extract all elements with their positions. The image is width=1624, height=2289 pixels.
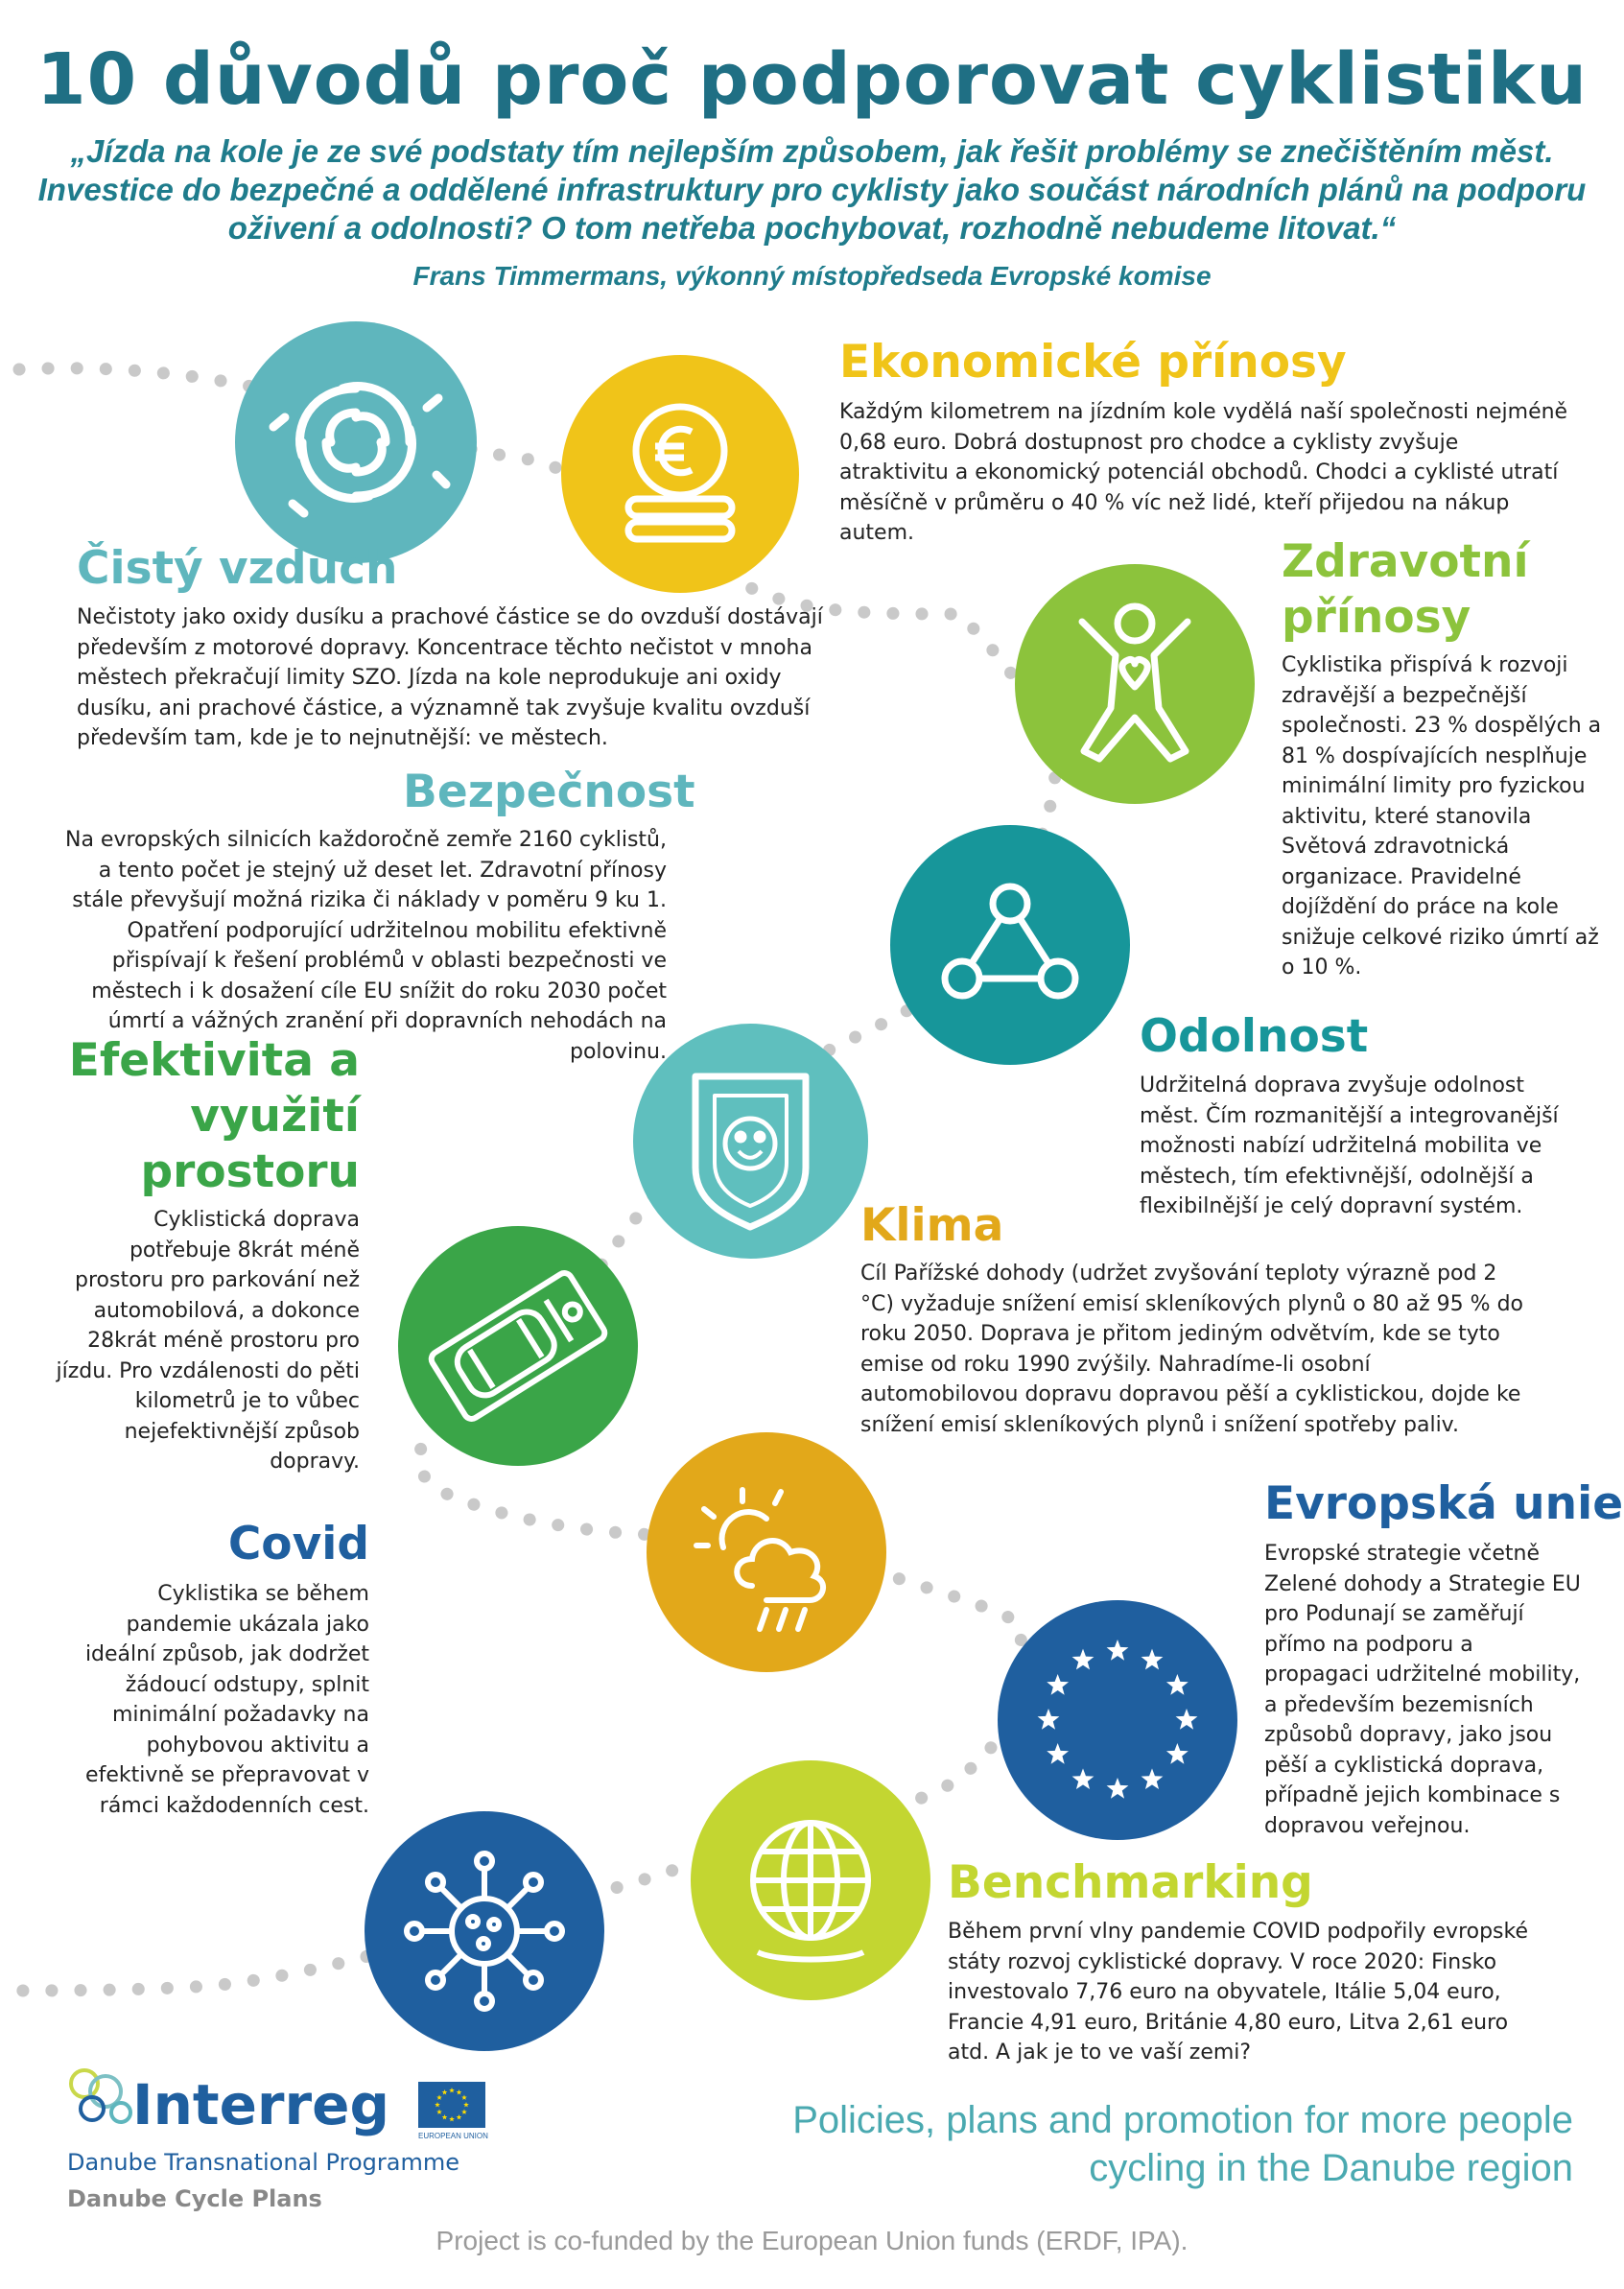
- footer-tagline: Policies, plans and promotion for more people cycling in the Danube region: [792, 2099, 1573, 2189]
- car-bike-space-icon: [398, 1226, 638, 1466]
- covid-text: Cyklistika se během pandemie ukázala jako ideální způsob, jak dodržet žádoucí odstupy, splnit minimální požadavky na pohybovou aktivitu a efektivně se přepravovat v rámci každodenních cest.: [84, 1582, 369, 1818]
- benchmarking-circle: [691, 1760, 930, 2000]
- eu-stars-icon: [998, 1600, 1237, 1840]
- health-text: Cyklistika přispívá k rozvoji zdravější a bezpečnější společnosti. 23 % dospělých a 81 % dospívajících nesplňuje minimální limity pro fyzickou aktivitu, které stanovila Světová zdravotnická organizace. Pravidelné dojíždění do práce na kole snižuje celkové riziko úmrtí až o 10 %.: [1282, 653, 1602, 979]
- benchmarking-text: Během první vlny pandemie COVID podpořily evropské státy rozvoj cyklistické dopravy. V roce 2020: Finsko investovalo 7,76 euro na obyvatele, Itálie 5,04 euro, Francie 4,91 euro, Británie 4,80 euro, Litva 2,61 euro atd. A jak je to ve vaší zemi?: [948, 1920, 1529, 2065]
- eu-star-icon: [1038, 1709, 1060, 1730]
- efficiency-text: Cyklistická doprava potřebuje 8krát méně prostoru pro parkování než automobilová, a dokonce 28krát méně prostoru pro jízdu. Pro vzdálenosti do pěti kilometrů je to vůbec nejefektivnější způsob dopravy.: [56, 1208, 360, 1474]
- euro-coins-icon: [561, 355, 799, 593]
- eu-star-icon: [1107, 1778, 1129, 1799]
- eu-flag-label: EUROPEAN UNION: [418, 2132, 488, 2140]
- shield-smile-icon: [633, 1024, 868, 1259]
- project-name: Danube Cycle Plans: [67, 2185, 322, 2212]
- eu-star-icon: [1072, 1649, 1094, 1670]
- benchmarking-title: Benchmarking: [948, 1856, 1313, 1909]
- quote-author: Frans Timmermans, výkonný místopředseda Evropské komise: [412, 261, 1212, 291]
- covid-title: Covid: [227, 1518, 369, 1570]
- efficiency-circle: [398, 1226, 638, 1466]
- funding-note: Project is co-funded by the European Union funds (ERDF, IPA).: [435, 2226, 1189, 2255]
- safety-title: Bezpečnost: [403, 766, 695, 818]
- eu-circle: [998, 1600, 1237, 1840]
- economic-circle: [561, 355, 799, 593]
- eu-flag-icon: [418, 2082, 485, 2128]
- eu-star-icon: [1176, 1709, 1198, 1730]
- health-title-line1: Zdravotní: [1282, 535, 1529, 588]
- network-triangle-icon: [890, 825, 1130, 1065]
- person-heart-icon: [1015, 564, 1255, 804]
- efficiency-title-line3: prostoru: [140, 1145, 360, 1198]
- health-circle: [1015, 564, 1255, 804]
- eu-star-icon: [1107, 1640, 1129, 1661]
- programme-name: Danube Transnational Programme: [67, 2149, 459, 2176]
- virus-icon: [365, 1811, 604, 2051]
- eu-star-icon: [1142, 1649, 1164, 1670]
- safety-circle: [633, 1024, 868, 1259]
- globe-icon: [691, 1760, 930, 2000]
- economic-text: Každým kilometrem na jízdním kole vydělá naší společnosti nejméně 0,68 euro. Dobrá dostupnost pro chodce a cyklisty zvyšuje atraktivitu a ekonomický potenciál obchodů. Chodci a cyklisté utratí měsíčně v průměru o 40 % víc než lidé, kteří přijedou na nákup autem.: [839, 400, 1568, 545]
- safety-text: Na evropských silnicích každoročně zemře 2160 cyklistů, a tento počet je stejný už deset let. Zdravotní přínosy stále převyšují možná rizika či náklady v poměru 9 ku 1. Opatření podporující udržitelnou mobilitu efektivně přispívají k řešení problémů v oblasti bezpečnosti ve městech i k dosažení cíle EU snížit do roku 2030 počet úmrtí a vážných zranění při dopravních nehodách na polovinu.: [64, 828, 667, 1064]
- clean-air-text: Nečistoty jako oxidy dusíku a prachové částice se do ovzduší dostávají především z motorové dopravy. Koncentrace těchto nečistot v mnoha městech překračují limity SZO. Jízda na kole neprodukuje ani oxidy dusíku, ani prachové částice, a významně tak zvyšuje kvalitu ovzduší především tam, kde je to nejnutnější: ve městech.: [77, 605, 823, 750]
- climate-circle: [647, 1432, 886, 1672]
- covid-circle: [365, 1811, 604, 2051]
- eu-star-icon: [1142, 1768, 1164, 1789]
- climate-title: Klima: [860, 1199, 1004, 1252]
- eu-star-icon: [1072, 1768, 1094, 1789]
- climate-text: Cíl Pařížské dohody (udržet zvyšování teploty výrazně pod 2 °C) vyžaduje snížení emisí skleníkových plynů o 80 až 95 % do roku 2050. Doprava je přitom jediným odvětvím, kde se tyto emise od roku 1990 zvýšily. Nahradíme-li osobní automobilovou dopravu dopravou pěší a cyklistickou, dojde ke snížení emisí skleníkových plynů i snížení spotřeby paliv.: [860, 1262, 1523, 1437]
- interreg-logo-icon: [65, 2063, 140, 2130]
- eu-star-icon: [1047, 1674, 1069, 1695]
- eu-title: Evropská unie: [1264, 1477, 1624, 1530]
- air-swirl-icon: [235, 321, 477, 563]
- clean-air-title: Čistý vzduch: [77, 542, 398, 595]
- resilience-circle: [890, 825, 1130, 1065]
- page-title: 10 důvodů proč podporovat cyklistiku: [36, 38, 1588, 121]
- resilience-title: Odolnost: [1140, 1010, 1369, 1063]
- interreg-logo-text: Interreg: [132, 2072, 389, 2137]
- eu-star-icon: [1166, 1674, 1189, 1695]
- eu-star-icon: [1166, 1743, 1189, 1764]
- efficiency-title-line2: využití: [190, 1090, 360, 1143]
- resilience-text: Udržitelná doprava zvyšuje odolnost měst. Čím rozmanitější a integrovanější možnosti nabízí udržitelná mobilita ve městech, tím efektivnější, odolnější a flexibilnější je celý dopravní systém.: [1140, 1074, 1559, 1218]
- quote: „Jízda na kole je ze své podstaty tím nejlepším způsobem, jak řešit problémy se znečištěním měst. Investice do bezpečné a oddělené infrastruktury pro cyklisty jako součást národních plánů na podporu oživení a odolnosti? O tom netřeba pochybovat, rozhodně nebudeme litovat.“: [37, 133, 1587, 246]
- eu-star-icon: [1047, 1743, 1069, 1764]
- sun-cloud-rain-icon: [647, 1432, 886, 1672]
- clean-air-circle: [235, 321, 477, 563]
- economic-title: Ekonomické přínosy: [839, 336, 1347, 389]
- efficiency-title-line1: Efektivita a: [68, 1034, 360, 1087]
- eu-text: Evropské strategie včetně Zelené dohody a Strategie EU pro Podunají se zaměřují přímo na podporu a propagaci udržitelné mobility, a především bezemisních způsobů dopravy, jako jsou pěší a cyklistická doprava, případně jejich kombinace s dopravou veřejnou.: [1264, 1542, 1581, 1838]
- health-title-line2: přínosy: [1282, 591, 1471, 644]
